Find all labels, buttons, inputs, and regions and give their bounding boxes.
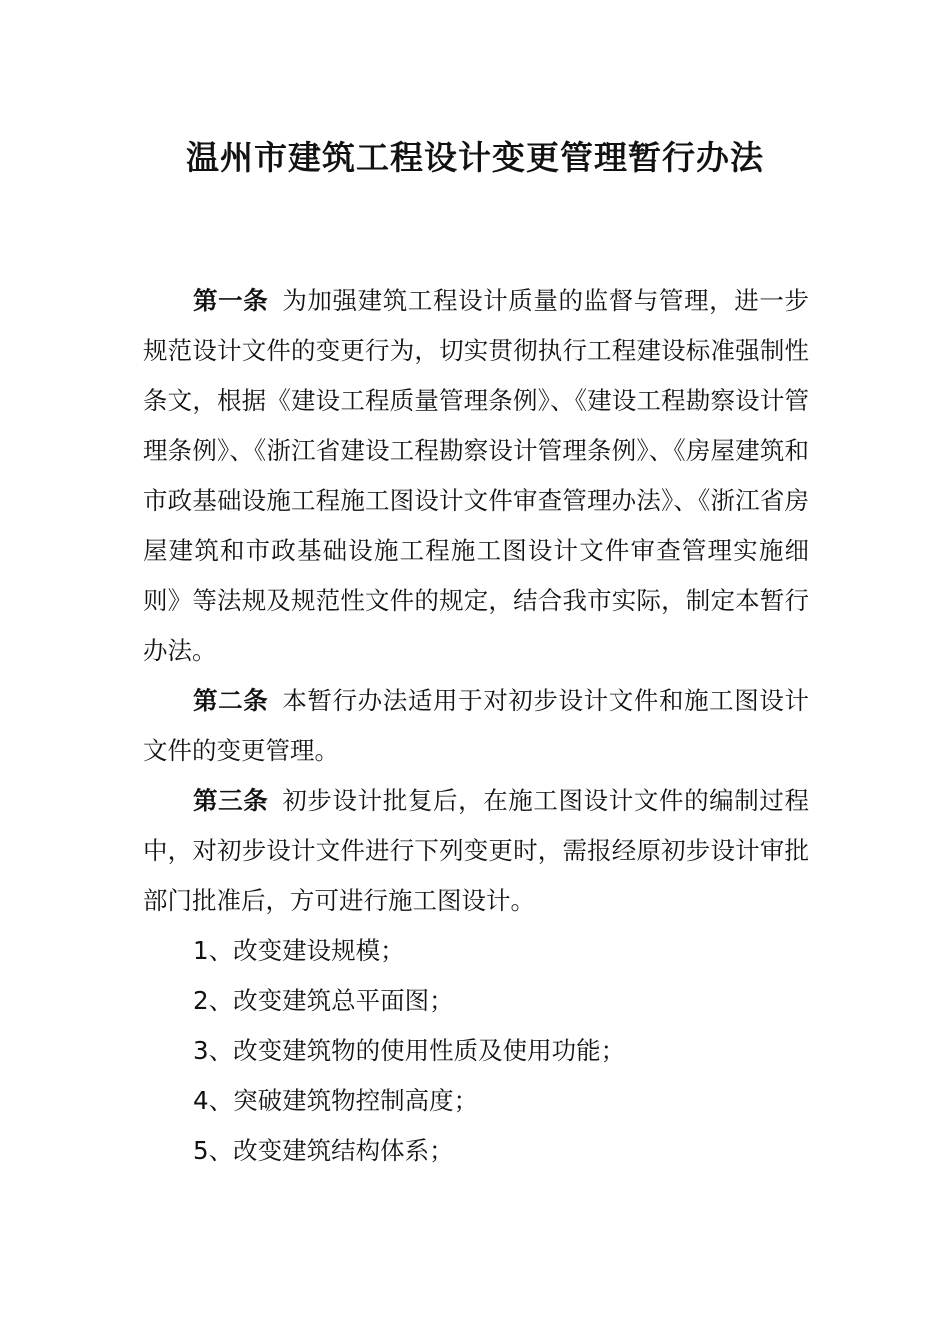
- article-number: 第一条: [193, 286, 269, 315]
- article-text: 为加强建筑工程设计质量的监督与管理，进一步规范设计文件的变更行为，切实贯彻执行工程建设标准强制性条文，根据《建设工程质量管理条例》、《建设工程勘察设计管理条例》、《浙江省建设工程勘察设计管理条例》、《房屋建筑和市政基础设施工程施工图设计文件审查管理办法》、《浙江省房屋建筑和市政基础设施工程施工图设计文件审查管理实施细则》等法规及规范性文件的规定，结合我市实际，制定本暂行办法。: [143, 286, 809, 665]
- article-1: [143, 276, 809, 676]
- article-2: [143, 676, 809, 776]
- document-body: [143, 276, 809, 1176]
- article-number: 第二条: [193, 686, 269, 715]
- document-title: 温州市建筑工程设计变更管理暂行办法: [186, 138, 764, 177]
- list-item: 3、改变建筑物的使用性质及使用功能；: [193, 1036, 626, 1065]
- list-item: 1、改变建设规模；: [193, 936, 405, 965]
- article-text: 初步设计批复后，在施工图设计文件的编制过程中，对初步设计文件进行下列变更时，需报经原初步设计审批部门批准后，方可进行施工图设计。: [143, 786, 809, 915]
- article-number: 第三条: [193, 786, 269, 815]
- list-item: 5、改变建筑结构体系；: [193, 1136, 454, 1165]
- list-item: 4、突破建筑物控制高度；: [193, 1086, 479, 1115]
- change-item-list: [143, 926, 809, 1176]
- article-text: 本暂行办法适用于对初步设计文件和施工图设计文件的变更管理。: [143, 686, 809, 765]
- list-item: 2、改变建筑总平面图；: [193, 986, 454, 1015]
- article-3: [143, 776, 809, 926]
